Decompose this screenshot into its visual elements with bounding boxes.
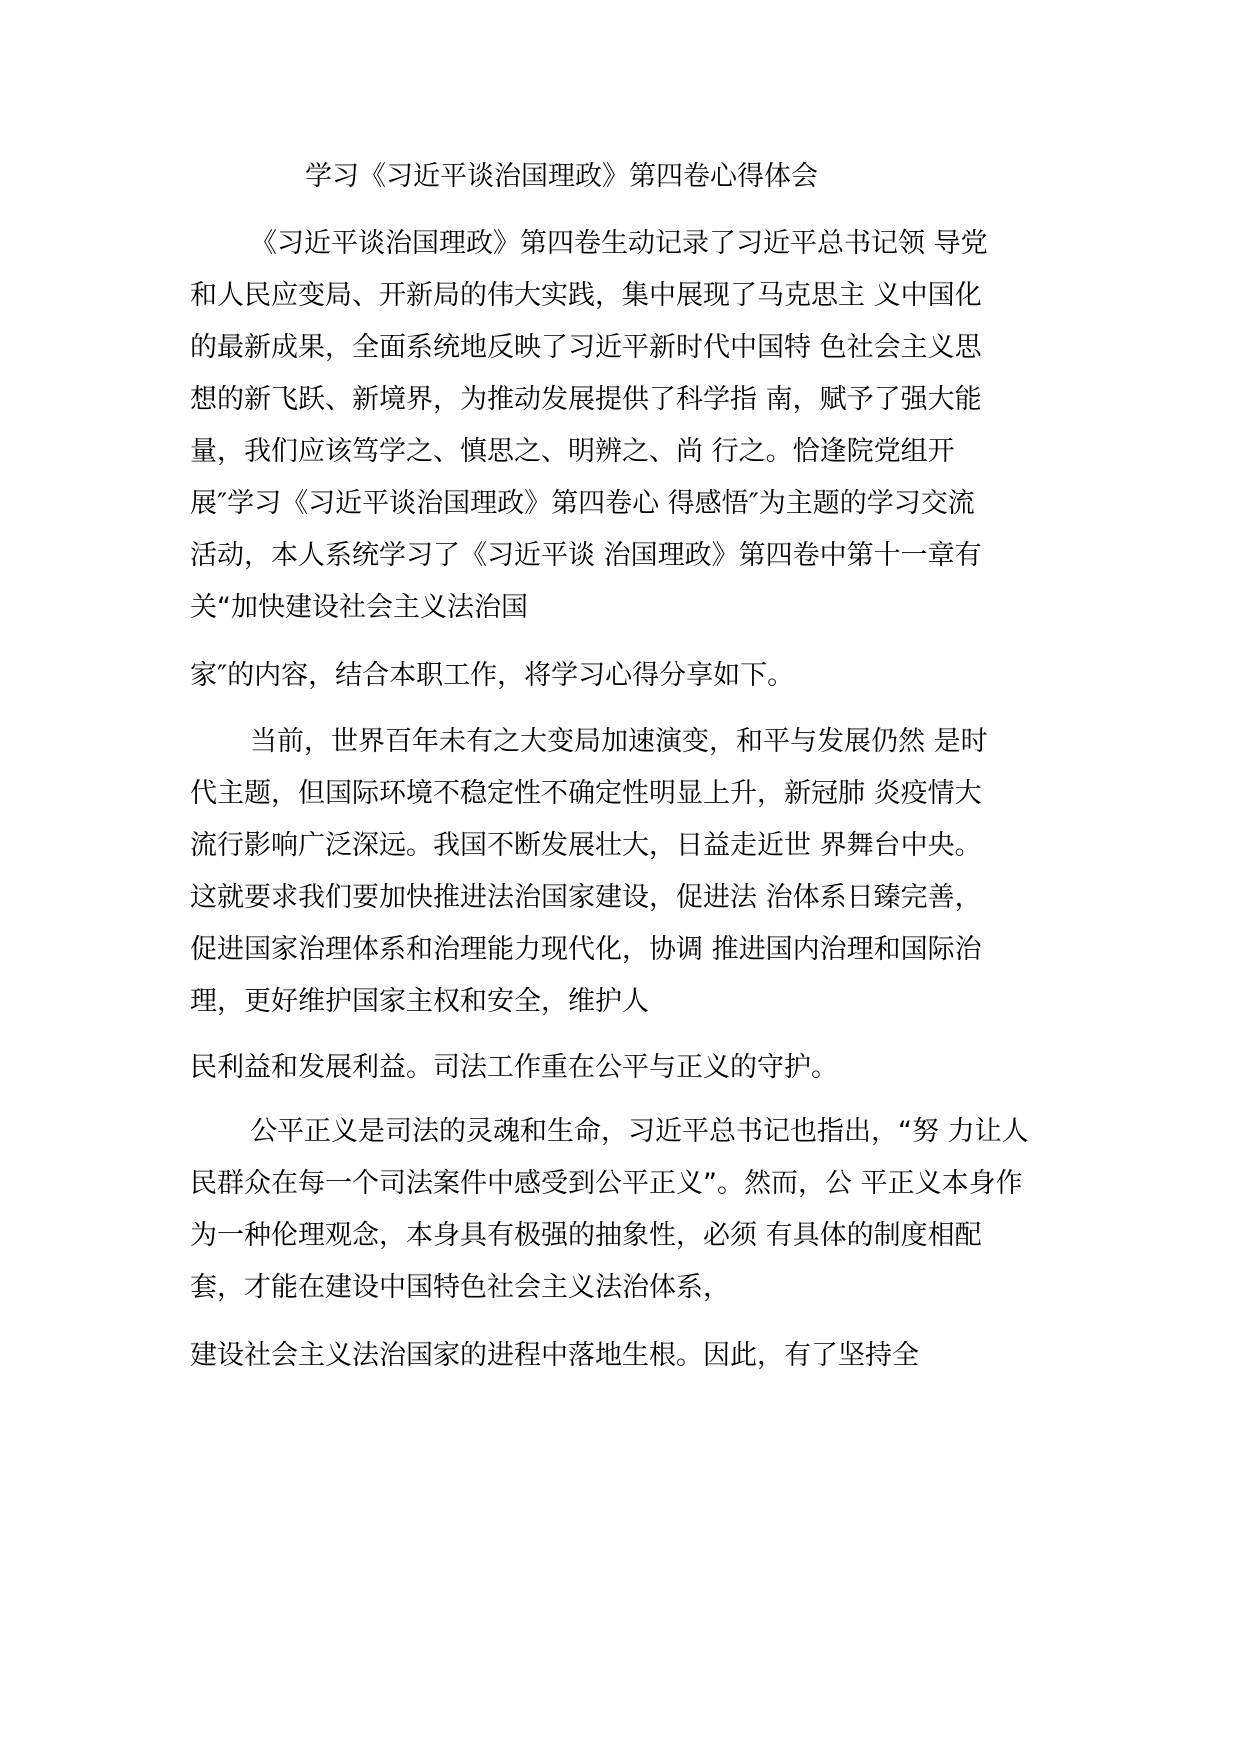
paragraph-line: 想的新飞跃、新境界，为推动发展提供了科学指 南，赋予了强大能 [190,384,982,415]
paragraph-line: 的最新成果，全面系统地反映了习近平新时代中国特 色社会主义思 [190,332,982,363]
paragraph-line: 促进国家治理体系和治理能力现代化，协调 推进国内治理和国际治 [190,934,982,965]
paragraph-line: 民群众在每一个司法案件中感受到公平正义”。然而，公 平正义本身作 [190,1168,1023,1199]
paragraph-line: 和人民应变局、开新局的伟大实践，集中展现了马克思主 义中国化 [190,280,982,311]
document-title: 学习《习近平谈治国理政》第四卷心得体会 [305,161,818,192]
paragraph-line: 流行影响广泛深远。我国不断发展壮大，日益走近世 界舞台中央。 [190,830,982,861]
paragraph-line: 关“加快建设社会主义法治国 [190,592,528,623]
paragraph-line: 代主题，但国际环境不稳定性不确定性明显上升，新冠肺 炎疫情大 [190,778,982,809]
paragraph-line: 家″的内容，结合本职工作，将学习心得分享如下。 [190,660,795,691]
paragraph-line: 套，才能在建设中国特色社会主义法治体系， [190,1272,730,1303]
paragraph-line: 理，更好维护国家主权和安全，维护人 [190,986,649,1017]
paragraph-line: 活动，本人系统学习了《习近平谈 治国理政》第四卷中第十一章有 [190,540,982,571]
paragraph-line: 展″学习《习近平谈治国理政》第四卷心 得感悟″为主题的学习交流 [190,488,975,519]
paragraph-line: 公平正义是司法的灵魂和生命，习近平总书记也指出，“努 力让人 [250,1116,1029,1147]
paragraph-line: 《习近平谈治国理政》第四卷生动记录了习近平总书记领 导党 [250,228,988,259]
paragraph-line: 量，我们应该笃学之、慎思之、明辨之、尚 行之。恰逢院党组开 [190,436,955,467]
paragraph-line: 这就要求我们要加快推进法治国家建设，促进法 治体系日臻完善， [190,882,982,913]
paragraph-line: 当前，世界百年未有之大变局加速演变，和平与发展仍然 是时 [250,726,988,757]
paragraph-line: 民利益和发展利益。司法工作重在公平与正义的守护。 [190,1052,838,1083]
paragraph-line: 为一种伦理观念，本身具有极强的抽象性，必须 有具体的制度相配 [190,1220,982,1251]
paragraph-line: 建设社会主义法治国家的进程中落地生根。因此，有了坚持全 [190,1340,919,1371]
